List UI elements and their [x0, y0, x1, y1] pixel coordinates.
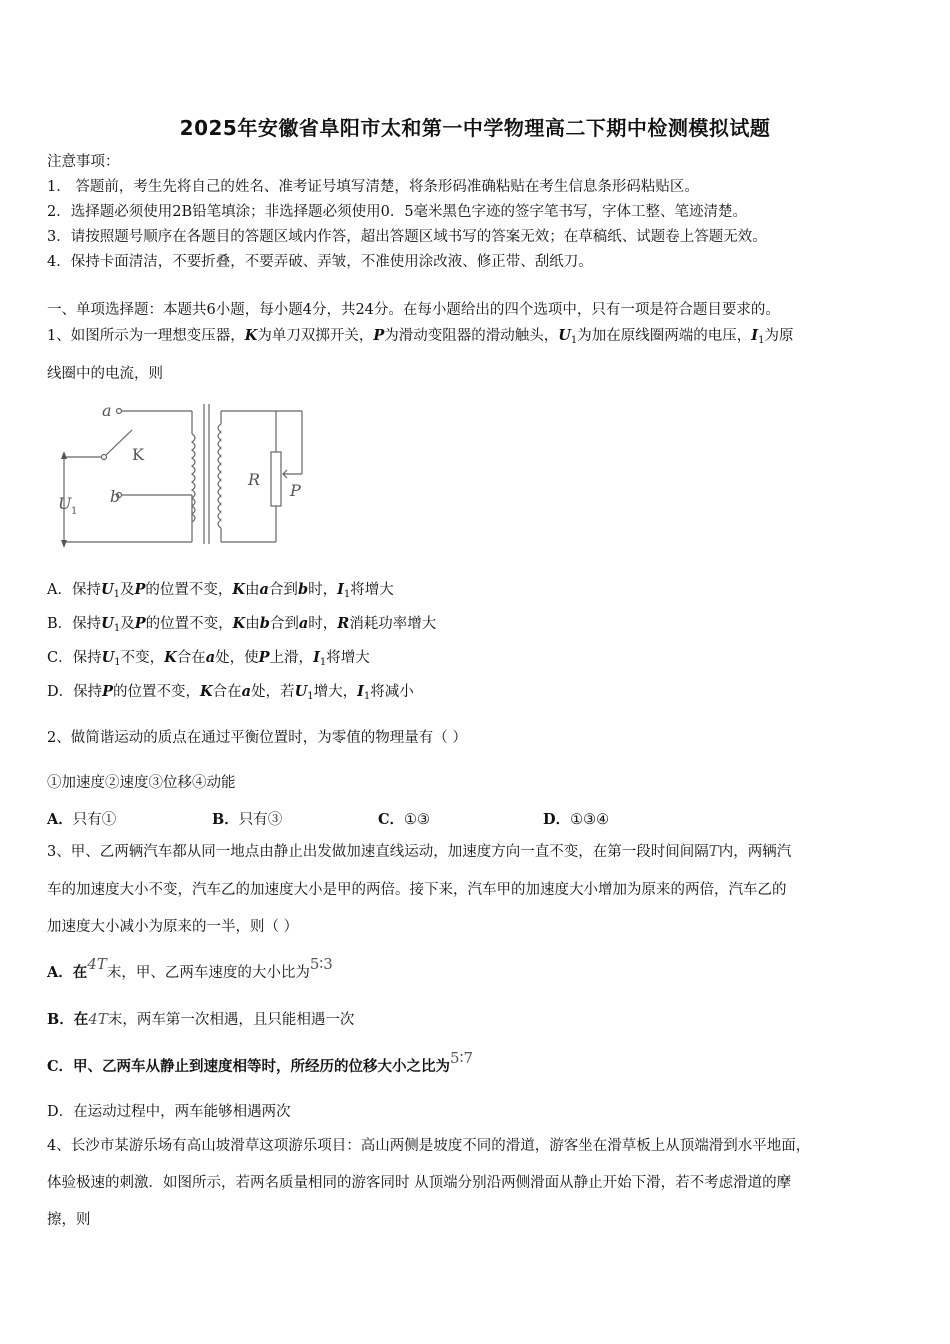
secondary-coil — [218, 424, 221, 528]
q1-option-D[interactable]: D．保持P的位置不变，K合在a处，若$U_1$增大，$I_1$将减小 — [47, 683, 414, 702]
label-K: K — [132, 445, 144, 464]
q2-option-A[interactable]: A．只有① — [47, 811, 117, 828]
notice-item: 3．请按照题号顺序在各题目的答题区域内作答，超出答题区域书写的答案无效；在草稿纸、试题卷上答题无效。 — [47, 229, 767, 245]
q3-option-C[interactable]: C．甲、乙两车从静止到速度相等时，所经历的位移大小之比为5∶7 — [47, 1049, 474, 1075]
terminal-a — [117, 409, 122, 414]
question-3-stem-line3: 加速度大小减小为原来的一半，则（ ） — [47, 919, 299, 935]
question-1-stem: 1、如图所示为一理想变压器，K为单刀双掷开关，P为滑动变阻器的滑动触头，$U_1$为加在原线圈两端的电压，$I_1$为原 — [47, 327, 794, 346]
label-P: P — [290, 481, 301, 500]
q1-option-A[interactable]: A．保持$U_1$及P的位置不变，K由a合到b时，$I_1$将增大 — [47, 581, 394, 600]
notice-item: 4．保持卡面清洁，不要折叠，不要弄破、弄皱，不准使用涂改液、修正带、刮纸刀。 — [47, 254, 593, 270]
notice-heading: 注意事项： — [47, 154, 120, 170]
question-2-items: ①加速度②速度③位移④动能 — [47, 775, 236, 791]
page-title: 2025年安徽省阜阳市太和第一中学物理高二下期中检测模拟试题 — [179, 116, 771, 140]
label-a: a — [102, 401, 112, 420]
question-4-stem: 4、长沙市某游乐场有高山坡滑草这项游乐项目：高山两侧是坡度不同的滑道，游客坐在滑草板上从顶端滑到水平地面， — [47, 1138, 811, 1154]
q3-option-B[interactable]: B．在4T末，两车第一次相遇，且只能相遇一次 — [47, 1010, 355, 1028]
resistor-R — [271, 452, 281, 506]
q2-option-D[interactable]: D．①③④ — [543, 811, 610, 828]
notice-item: 1． 答题前，考生先将自己的姓名、准考证号填写清楚，将条形码准确粘贴在考生信息条形码粘贴区。 — [47, 179, 699, 195]
switch-blade — [106, 430, 132, 455]
question-3-stem: 3、甲、乙两辆汽车都从同一地点由静止出发做加速直线运动，加速度方向一直不变，在第一段时间间隔T内，两辆汽 — [47, 842, 792, 860]
label-U1-sub: 1 — [71, 506, 78, 517]
q1-option-B[interactable]: B．保持$U_1$及P的位置不变，K由b合到a时，R消耗功率增大 — [47, 615, 437, 634]
label-b: b — [110, 487, 121, 506]
notice-item: 2．选择题必须使用2B铅笔填涂；非选择题必须使用0．5毫米黑色字迹的签字笔书写，字体工整、笔迹清楚。 — [47, 204, 748, 220]
q2-option-B[interactable]: B．只有③ — [212, 811, 283, 828]
question-1-stem-line2: 线圈中的电流，则 — [47, 366, 163, 382]
q1-option-C[interactable]: C．保持$U_1$不变，K合在a处，使P上滑，$I_1$将增大 — [47, 649, 370, 668]
switch-pivot — [102, 455, 107, 460]
section-heading: 一、单项选择题：本题共6小题，每小题4分，共24分。在每小题给出的四个选项中，只有一项是符合题目要求的。 — [47, 302, 780, 318]
q3-option-D[interactable]: D．在运动过程中，两车能够相遇两次 — [47, 1104, 291, 1120]
q2-option-C[interactable]: C．①③ — [378, 811, 431, 828]
transformer-circuit-figure — [44, 394, 324, 556]
question-4-stem-line3: 擦，则 — [47, 1212, 91, 1228]
question-3-stem-line2: 车的加速度大小不变，汽车乙的加速度大小是甲的两倍。接下来，汽车甲的加速度大小增加为原来的两倍，汽车乙的 — [47, 882, 787, 898]
label-U1: U — [58, 494, 72, 513]
label-R: R — [248, 470, 261, 489]
q3-option-A[interactable]: A．在4T末，甲、乙两车速度的大小比为5∶3 — [47, 955, 333, 981]
question-4-stem-line2: 体验极速的刺激．如图所示，若两名质量相同的游客同时 从顶端分别沿两侧滑面从静止开始下滑，若不考虑滑道的摩 — [47, 1175, 792, 1191]
question-2-stem: 2、做简谐运动的质点在通过平衡位置时，为零值的物理量有（ ） — [47, 730, 467, 746]
